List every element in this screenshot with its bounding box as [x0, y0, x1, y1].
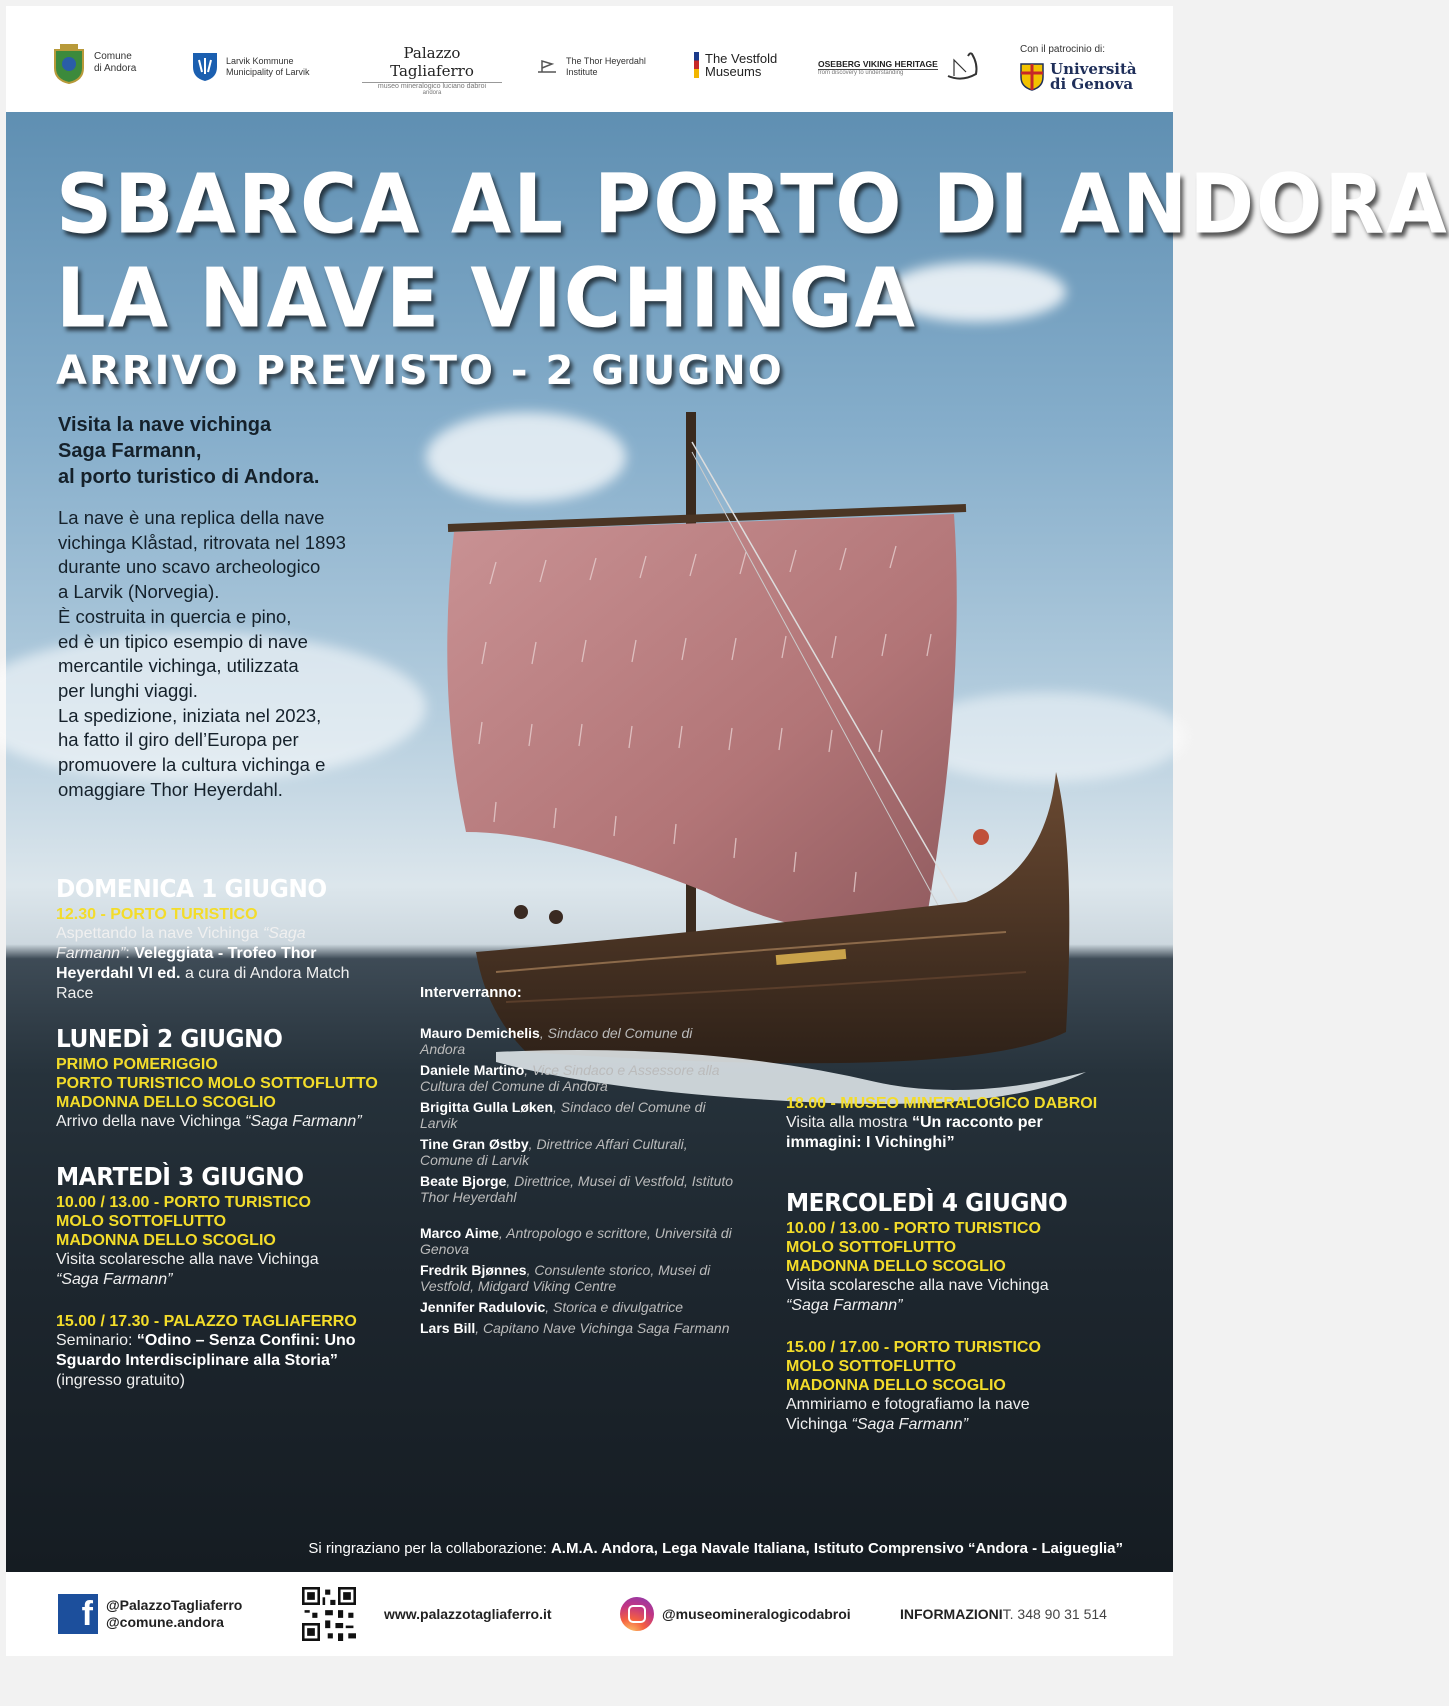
desc-text: Vichinga: [786, 1416, 852, 1433]
event-location: MADONNA DELLO SCOGLIO: [786, 1377, 1006, 1394]
intro-line: La nave è una replica della nave: [58, 507, 325, 528]
speaker: [420, 1099, 740, 1131]
heyerdahl-line2: Institute: [566, 67, 598, 77]
intro-line: per lunghi viaggi.: [58, 679, 198, 701]
event-location: MADONNA DELLO SCOGLIO: [56, 1094, 276, 1111]
desc-text: Seminario:: [56, 1332, 137, 1349]
intro-heading: [58, 412, 418, 490]
facebook-handle[interactable]: @PalazzoTagliaferro: [106, 1597, 243, 1613]
speaker-role: , Vice Sindaco e Assessore alla Cultura del Comune di Andora: [420, 1062, 720, 1094]
speaker-role: , Consulente storico, Musei di Vestfold, Midgard Viking Centre: [420, 1262, 711, 1294]
event-time: 12.30 - PORTO TURISTICO: [56, 906, 258, 923]
intro-text: [58, 412, 418, 802]
speaker: [420, 1225, 740, 1257]
intro-heading-line: Visita la nave vichinga: [58, 414, 272, 436]
intro-body: [58, 506, 418, 802]
footer-facebook[interactable]: [58, 1572, 242, 1656]
logo-comune-andora: [52, 42, 136, 84]
speaker-name: Lars Bill: [420, 1320, 476, 1336]
genova-line2: di Genova: [1050, 75, 1134, 93]
qr-code-icon: [302, 1587, 356, 1641]
info-label: INFORMAZIONI: [900, 1606, 1003, 1622]
larvik-line1: Larvik Kommune: [226, 56, 294, 66]
speaker: [420, 1299, 740, 1315]
thanks-names: A.M.A. Andora, Lega Navale Italiana, Istituto Comprensivo “Andora - Laigueglia”: [550, 1540, 1123, 1557]
tagliaferro-sub: museo mineralogico luciano dabroi: [377, 83, 487, 90]
speaker-name: Tine Gran Østby: [420, 1136, 529, 1152]
speaker: [420, 1173, 740, 1205]
logo-vestfold: [694, 52, 777, 78]
facebook-handle[interactable]: @comune.andora: [106, 1614, 224, 1630]
speaker: [420, 1062, 740, 1094]
event-location: MOLO SOTTOFLUTTO: [786, 1358, 957, 1375]
thanks-prefix: Si ringraziano per la collaborazione:: [308, 1540, 551, 1557]
desc-event-name: Veleggiata - Trofeo Thor Heyerdahl VI ed.: [56, 945, 317, 982]
event-location: MOLO SOTTOFLUTTO: [56, 1213, 227, 1230]
speaker-role: , Sindaco del Comune di Andora: [420, 1025, 693, 1057]
speaker-role: , Capitano Nave Vichinga Saga Farmann: [475, 1320, 730, 1336]
event-description: [56, 924, 366, 1004]
schedule-tuesday: [56, 1162, 376, 1391]
event-description: [786, 1395, 1116, 1435]
desc-text: Visita scolaresche alla nave Vichinga: [786, 1277, 1049, 1294]
speaker-name: Daniele Martino: [420, 1062, 525, 1078]
vestfold-line2: Museums: [705, 64, 762, 79]
genova-line1: Università: [1050, 60, 1137, 78]
speaker: [420, 1320, 740, 1336]
poster: [6, 6, 1449, 1656]
partner-logos: [6, 6, 1173, 112]
day-heading: MERCOLEDÌ 4 GIUGNO: [786, 1188, 1068, 1217]
desc-ship-name: “Saga Farmann”: [56, 1271, 173, 1288]
intro-line: È costruita in quercia e pino,: [58, 605, 292, 627]
event-location: PORTO TURISTICO MOLO SOTTOFLUTTO: [56, 1075, 378, 1092]
desc-text: (ingresso gratuito): [56, 1372, 185, 1389]
instagram-handle[interactable]: @museomineralogicodabroi: [662, 1606, 851, 1622]
speaker: [420, 1025, 740, 1057]
event-location: MOLO SOTTOFLUTTO: [786, 1239, 957, 1256]
desc-text: Ammiriamo e fotografiamo la nave: [786, 1396, 1030, 1413]
desc-text: Arrivo della nave Vichinga: [56, 1113, 246, 1130]
speaker: [420, 1262, 740, 1294]
speaker-name: Fredrik Bjønnes: [420, 1262, 527, 1278]
desc-ship-name: “Saga Farmann”: [56, 925, 306, 962]
intro-line: ed è un tipico esempio di nave: [58, 630, 308, 652]
intro-line: a Larvik (Norvegia).: [58, 581, 220, 603]
speaker: [420, 1136, 740, 1168]
andora-line2: di Andora: [94, 63, 137, 74]
viking-ship-prow-icon: [946, 50, 980, 84]
speaker-role: , Antropologo e scrittore, Università di Genova: [420, 1225, 732, 1257]
intro-heading-line: Saga Farmann,: [58, 440, 202, 462]
desc-text: Visita alla mostra: [786, 1114, 912, 1131]
logo-heyerdahl: [536, 56, 646, 78]
seminar-description: [56, 1331, 376, 1391]
vestfold-line1: The Vestfold: [705, 51, 778, 66]
sea-photo: [6, 112, 1449, 1572]
heyerdahl-line1: The Thor Heyerdahl: [566, 56, 646, 66]
intro-heading-line: al porto turistico di Andora.: [58, 466, 320, 488]
larvik-shield-icon: [192, 52, 218, 82]
logo-oseberg: [818, 50, 980, 84]
website-link[interactable]: www.palazzotagliaferro.it: [384, 1606, 552, 1622]
speakers-title: Interverranno:: [420, 984, 522, 1001]
thanks-line: [6, 1540, 1173, 1557]
speaker-name: Beate Bjorge: [420, 1173, 507, 1189]
intro-line: ha fatto il giro dell’Europa per: [58, 729, 299, 751]
event-description: [786, 1276, 1116, 1316]
footer-instagram[interactable]: [620, 1572, 851, 1656]
event-description: [56, 1112, 376, 1132]
desc-ship-name: “Saga Farmann”: [851, 1416, 969, 1433]
event-description: [786, 1113, 1116, 1153]
title-line1: SBARCA AL PORTO DI ANDORA: [56, 158, 1449, 253]
desc-ship-name: “Saga Farmann”: [245, 1113, 362, 1130]
genova-shield-icon: [1020, 63, 1044, 91]
patronage-label: Con il patrocinio di:: [1020, 44, 1106, 55]
speaker-role: , Sindaco del Comune di Larvik: [420, 1099, 706, 1131]
logo-larvik: [192, 52, 310, 82]
speaker-name: Jennifer Radulovic: [420, 1299, 546, 1315]
day-heading: DOMENICA 1 GIUGNO: [56, 874, 327, 903]
speaker-name: Brigitta Gulla Løken: [420, 1099, 554, 1115]
speaker-name: Marco Aime: [420, 1225, 499, 1241]
logo-palazzo-tagliaferro: [362, 44, 502, 96]
arrival-subtitle: ARRIVO PREVISTO - 2 GIUGNO: [56, 348, 784, 394]
day-heading: LUNEDÌ 2 GIUGNO: [56, 1024, 283, 1053]
seminar-title: “Odino – Senza Confini: Uno Sguardo Interdisciplinare alla Storia”: [56, 1332, 356, 1369]
vestfold-bar-icon: [694, 52, 699, 78]
desc-text: a cura di Andora Match Race: [56, 965, 350, 1002]
speaker-name: Mauro Demichelis: [420, 1025, 540, 1041]
tagliaferro-sub2: andora: [422, 90, 442, 96]
logo-universita-genova: [1020, 62, 1137, 92]
event-time: 15.00 / 17.00 - PORTO TURISTICO: [786, 1339, 1041, 1356]
exhibition-title: “Un racconto per immagini: I Vichinghi”: [786, 1114, 1043, 1151]
footer: [6, 1572, 1173, 1656]
desc-ship-name: “Saga Farmann”: [786, 1297, 903, 1314]
intro-line: omaggiare Thor Heyerdahl.: [58, 778, 283, 800]
speaker-role: , Direttrice, Musei di Vestfold, Istituto Thor Heyerdahl: [420, 1173, 734, 1205]
event-time: 10.00 / 13.00 - PORTO TURISTICO: [786, 1220, 1041, 1237]
footer-info: [900, 1572, 1107, 1656]
speaker-role: , Direttrice Affari Culturali, Comune di Larvik: [420, 1136, 688, 1168]
event-time: 15.00 / 17.30 - PALAZZO TAGLIAFERRO: [56, 1313, 357, 1330]
larvik-line2: Municipality of Larvik: [226, 67, 310, 77]
andora-crest-icon: [52, 42, 86, 84]
speaker-role: , Storica e divulgatrice: [545, 1299, 683, 1315]
event-time: PRIMO POMERIGGIO: [56, 1056, 218, 1073]
facebook-icon[interactable]: f: [58, 1594, 98, 1634]
oseberg-sub: from discovery to understanding: [818, 69, 904, 76]
speakers-list: [420, 984, 740, 1341]
intro-line: promuovere la cultura vichinga e: [58, 754, 326, 776]
desc-text: Visita scolaresche alla nave Vichinga: [56, 1251, 319, 1268]
day-heading: MARTEDÌ 3 GIUGNO: [56, 1162, 304, 1191]
intro-line: vichinga Klåstad, ritrovata nel 1893: [58, 531, 346, 553]
title-line2: LA NAVE VICHINGA: [56, 252, 917, 347]
schedule-museum-visit: [786, 1094, 1116, 1153]
event-location: MADONNA DELLO SCOGLIO: [786, 1258, 1006, 1275]
event-description: [56, 1250, 376, 1290]
kon-tiki-raft-icon: [536, 58, 558, 76]
instagram-icon[interactable]: [620, 1597, 654, 1631]
schedule-wednesday: [786, 1188, 1116, 1435]
info-phone[interactable]: T. 348 90 31 514: [1002, 1606, 1107, 1622]
desc-text: Aspettando la nave Vichinga: [56, 925, 263, 942]
intro-line: durante uno scavo archeologico: [58, 556, 321, 578]
event-time: 18.00 - MUSEO MINERALOGICO DABROI: [786, 1095, 1098, 1112]
desc-text: :: [125, 945, 135, 962]
oseberg-name: OSEBERG VIKING HERITAGE: [818, 58, 938, 69]
schedule-sunday: [56, 874, 366, 1004]
qr-code: [302, 1572, 356, 1656]
intro-line: La spedizione, iniziata nel 2023,: [58, 704, 322, 726]
intro-line: mercantile vichinga, utilizzata: [58, 655, 299, 677]
andora-line1: Comune: [94, 51, 132, 62]
event-location: MADONNA DELLO SCOGLIO: [56, 1232, 276, 1249]
schedule-monday: [56, 1024, 376, 1132]
event-time: 10.00 / 13.00 - PORTO TURISTICO: [56, 1194, 311, 1211]
tagliaferro-name: Palazzo Tagliaferro: [362, 44, 502, 83]
